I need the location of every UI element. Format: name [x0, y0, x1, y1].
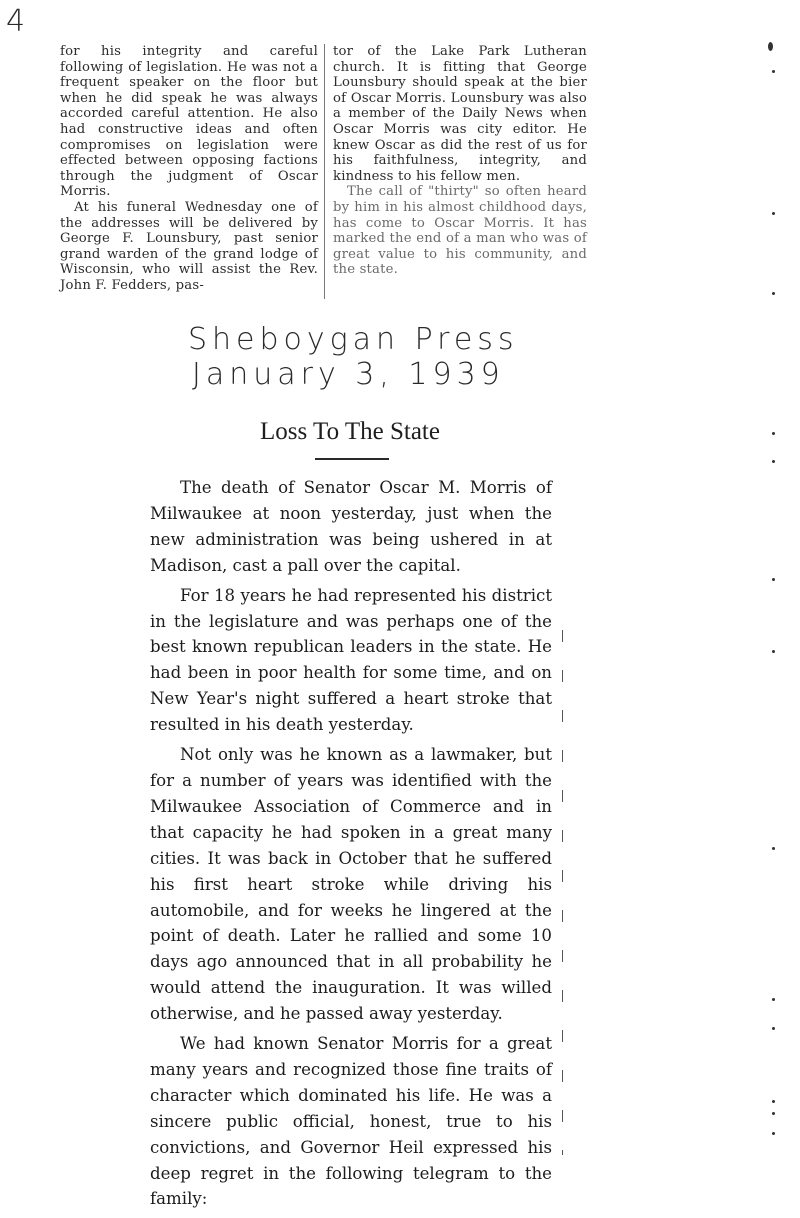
article-body: [150, 475, 552, 1216]
page-number: 4: [6, 4, 26, 39]
article-paragraph: The death of Senator Oscar M. Morris of Milwaukee at noon yesterday, just when the new administration was being ushered in at Madison, cast a pall over the capital.: [150, 478, 552, 575]
left-column-paragraph: for his integrity and careful following of legislation. He was not a frequent speaker on the floor but when he did speak he was always accorded careful attention. He also had constructive ideas and often compromises on legislation were effected between opposing factions through the judgment of Oscar Morris.: [60, 44, 318, 200]
right-column-paragraph: The call of "thirty" so often heard by him in his almost childhood days, has come to Oscar Morris. It has marked the end of a man who was of great value to his community, and the state.: [333, 184, 587, 278]
right-column-paragraph: tor of the Lake Park Lutheran church. It is fitting that George Lounsbury should speak at the bier of Oscar Morris. Lounsbury was also a member of the Daily News when Oscar Morris was city editor. He knew Oscar as did the rest of us for his faithfulness, integrity, and kindness to his fellow men.: [333, 44, 587, 184]
right-column-continuation: [333, 44, 587, 278]
scan-specks: [760, 0, 800, 1218]
left-column-continuation: [60, 44, 318, 294]
left-column-paragraph: At his funeral Wednesday one of the addresses will be delivered by George F. Lounsbury, past senior grand warden of the grand lodge of Wisconsin, who will assist the Rev. John F. Fedders, pas-: [60, 199, 318, 293]
column-divider: [324, 44, 325, 299]
headline-rule: [315, 458, 389, 460]
article-paragraph: Not only was he known as a lawmaker, but for a number of years was identified with the Milwaukee Association of Commerce and in that capacity he had spoken in a great many cities. It was back in October that he suffered his first heart stroke while driving his automobile, and for weeks he lingered at the point of death. Later he rallied and some 10 days ago announced that in all probability he would attend the inauguration. It was willed otherwise, and he passed away yesterday.: [150, 745, 552, 1024]
handwritten-source-note: Sheboygan Press: [188, 322, 519, 357]
article-headline: Loss To The State: [260, 418, 440, 445]
article-paragraph: We had known Senator Morris for a great many years and recognized those fine traits of character which dominated his life. He was a sincere public official, honest, true to his convictions, and Governor Heil expressed his deep regret in the following telegram to the family:: [150, 1034, 552, 1209]
handwritten-date-note: January 3, 1939: [192, 357, 505, 392]
clipping-edge: [562, 630, 563, 1155]
article-paragraph: For 18 years he had represented his district in the legislature and was perhaps one of the best known republican leaders in the state. He had been in poor health for some time, and on New Year's night suffered a heart stroke that resulted in his death yesterday.: [150, 585, 552, 735]
